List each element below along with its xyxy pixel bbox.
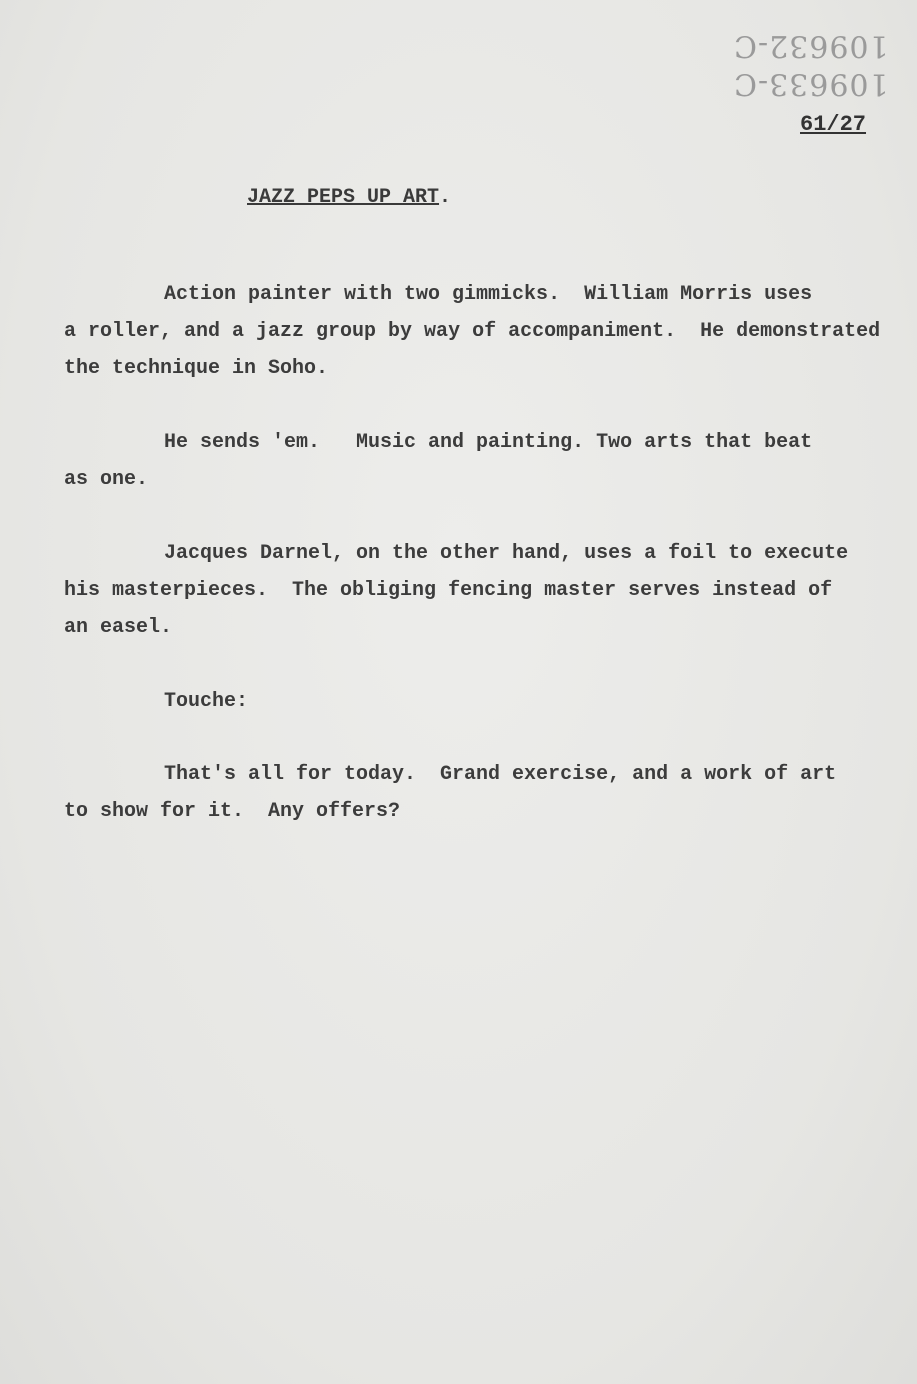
paragraph-jacques-darnel (64, 535, 914, 646)
paragraph-line: He sends 'em. Music and painting. Two arts that beat (164, 431, 813, 454)
reference-number: 61/27 (800, 112, 867, 137)
paragraph-line: his masterpieces. The obliging fencing master serves instead of (64, 579, 833, 602)
paragraph-line: an easel. (64, 616, 173, 639)
handwritten-catalog-number-1: 109632-C (733, 28, 889, 63)
title-text: JAZZ PEPS UP ART (247, 186, 440, 209)
paragraph-line: to show for it. Any offers? (64, 800, 401, 823)
paragraph-line: a roller, and a jazz group by way of accompaniment. He demonstrated (64, 320, 881, 343)
handwritten-catalog-number-2: 109633-C (733, 66, 889, 101)
paragraph-line: Action painter with two gimmicks. William Morris uses (164, 283, 813, 306)
paragraph-line: the technique in Soho. (64, 357, 329, 380)
title-period: . (439, 186, 452, 209)
paragraph-line: Touche: (164, 690, 249, 713)
paragraph-line: Jacques Darnel, on the other hand, uses a foil to execute (164, 542, 849, 565)
paragraph-line: That's all for today. Grand exercise, and a work of art (164, 763, 837, 786)
document-title (247, 186, 451, 209)
paragraph-line: as one. (64, 468, 149, 491)
paragraph-action-painter (64, 276, 914, 387)
paragraph-closing (64, 756, 914, 830)
paragraph-touche (64, 683, 914, 720)
paragraph-he-sends-em (64, 424, 914, 498)
